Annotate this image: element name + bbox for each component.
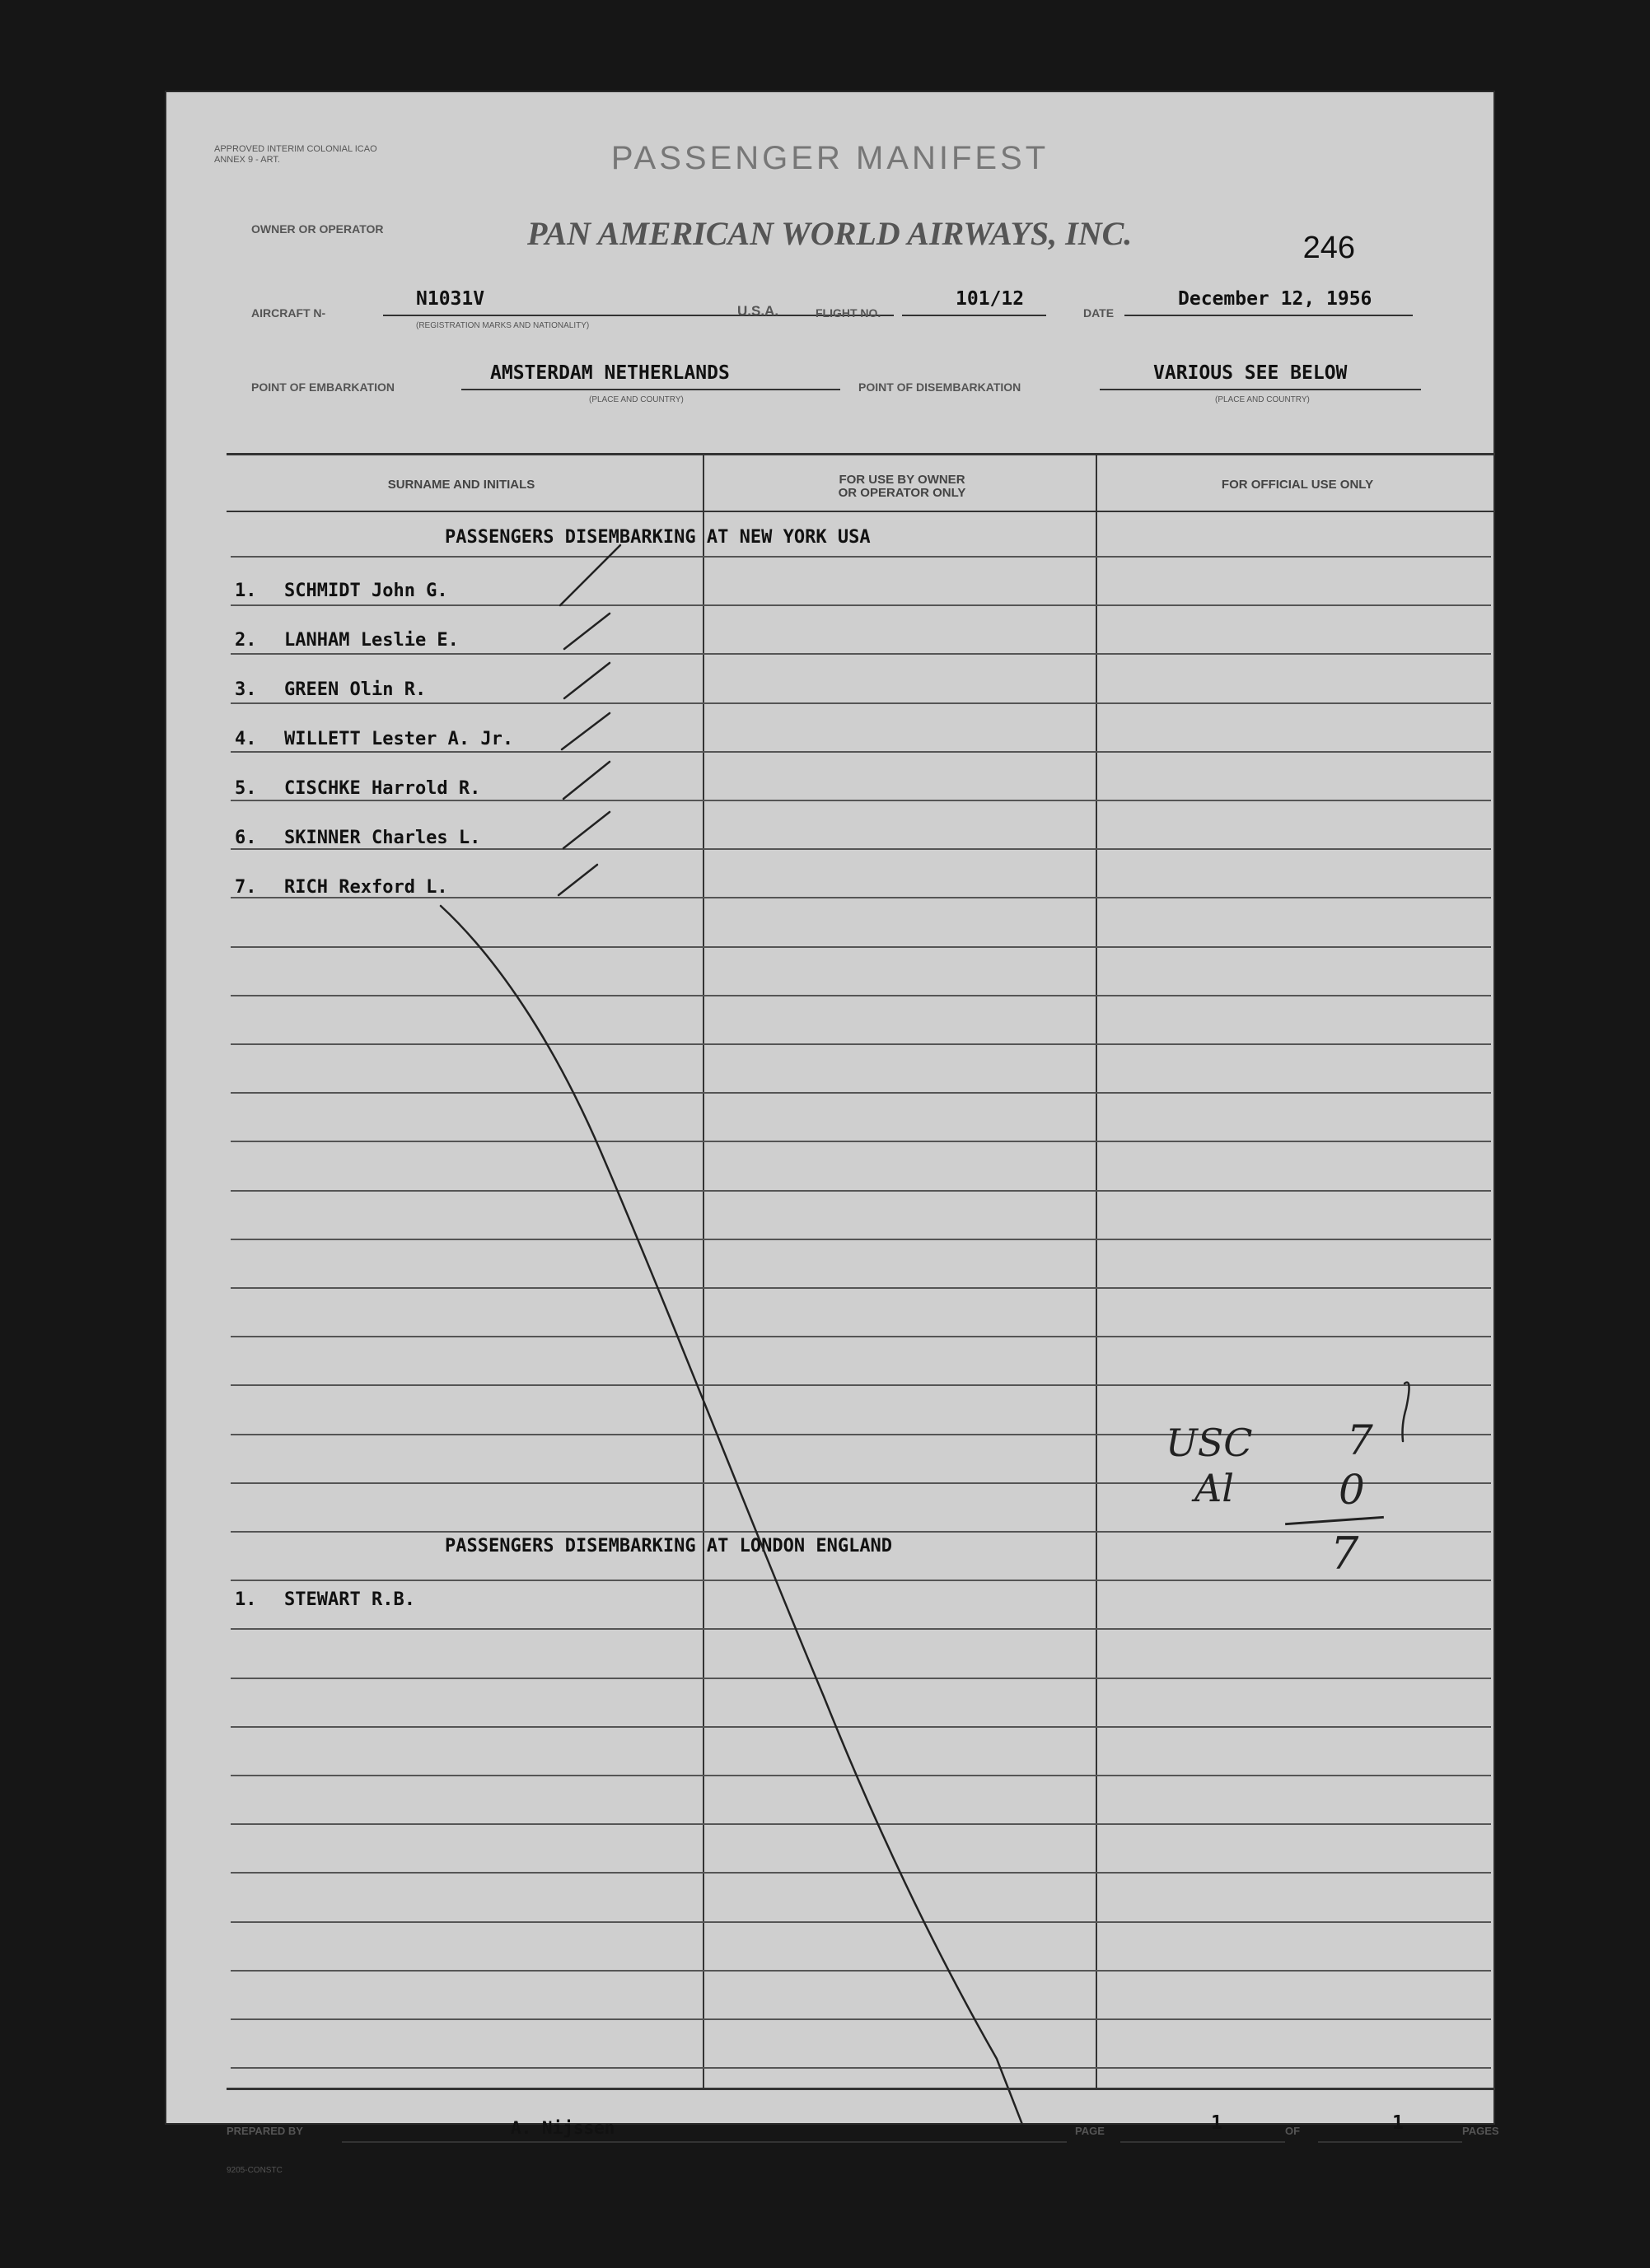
pages-underline (1318, 2141, 1462, 2143)
prepared-by-label: PREPARED BY (227, 2125, 303, 2137)
disembarkation-underline (1100, 389, 1421, 390)
pages-label: PAGES (1462, 2125, 1499, 2137)
passenger-name: WILLETT Lester A. Jr. (284, 729, 514, 749)
aircraft-sublabel: (REGISTRATION MARKS AND NATIONALITY) (416, 321, 590, 330)
ruled-line (231, 1190, 1491, 1192)
passenger-number: 1. (235, 1589, 257, 1610)
ruled-line (231, 1726, 1491, 1728)
page-total: 1 (1392, 2112, 1404, 2134)
margin-stroke (1403, 1383, 1409, 1441)
ruled-line (231, 2067, 1491, 2069)
ruled-line (231, 1775, 1491, 1776)
check-mark (562, 713, 610, 749)
ruled-line (231, 946, 1491, 948)
ruled-line (231, 702, 1491, 704)
column-header-owner-line2: OR OPERATOR ONLY (838, 486, 966, 500)
ruled-line (231, 1823, 1491, 1825)
passenger-row (235, 778, 480, 799)
passenger-name: LANHAM Leslie E. (284, 630, 459, 651)
manifest-date: December 12, 1956 (1178, 288, 1372, 310)
tally-usc-count: 7 (1347, 1416, 1373, 1464)
ruled-line (231, 995, 1491, 996)
passenger-row (235, 729, 513, 749)
owner-label: OWNER OR OPERATOR (251, 222, 384, 236)
date-label: DATE (1083, 306, 1115, 320)
ruled-line (231, 1531, 1491, 1533)
tally-total: 7 (1330, 1528, 1359, 1580)
passenger-row (235, 581, 448, 601)
column-divider-2 (1096, 453, 1097, 2088)
passenger-name: SKINNER Charles L. (284, 828, 481, 848)
passenger-name: GREEN Olin R. (284, 679, 427, 700)
passenger-row (235, 679, 426, 700)
passenger-name: RICH Rexford L. (284, 877, 448, 898)
ruled-line (231, 556, 1491, 558)
section-heading-london: PASSENGERS DISEMBARKING AT LONDON ENGLAND (445, 1536, 893, 1556)
tally-total-rule (1285, 1516, 1384, 1525)
check-mark (563, 812, 610, 848)
ruled-line (231, 1239, 1491, 1240)
passenger-name: SCHMIDT John G. (284, 581, 448, 601)
passenger-number: 4. (235, 729, 257, 749)
column-header-official: FOR OFFICIAL USE ONLY (1221, 478, 1374, 492)
passenger-name: CISCHKE Harrold R. (284, 778, 481, 799)
stamped-page-number: 246 (1302, 231, 1355, 265)
passenger-number: 1. (235, 581, 257, 601)
passenger-number: 6. (235, 828, 257, 848)
column-divider-1 (703, 453, 704, 2088)
prepared-underline (342, 2141, 1067, 2143)
ruled-line (231, 1141, 1491, 1142)
prepared-by: A. Nijssen (511, 2118, 615, 2138)
ruled-line (231, 653, 1491, 655)
operator-name: PAN AMERICAN WORLD AIRWAYS, INC. (527, 215, 1133, 252)
form-title: PASSENGER MANIFEST (610, 140, 1049, 176)
ruled-line (231, 1384, 1491, 1386)
passenger-name: STEWART R.B. (284, 1589, 415, 1610)
column-header-name: SURNAME AND INITIALS (387, 478, 535, 492)
passenger-number: 3. (235, 679, 257, 700)
column-header-owner (708, 474, 1096, 500)
ruled-line (231, 751, 1491, 753)
ruled-line (231, 848, 1491, 850)
embarkation-sublabel: (PLACE AND COUNTRY) (589, 395, 684, 404)
passenger-number: 2. (235, 630, 257, 651)
disembarkation-place: VARIOUS SEE BELOW (1153, 362, 1348, 384)
flight-number: 101/12 (956, 288, 1025, 310)
tally-al: Al (1194, 1466, 1234, 1510)
ruled-line (231, 1970, 1491, 1972)
check-mark (560, 545, 620, 605)
flight-label: FLIGHT NO. (816, 306, 881, 320)
page-label: PAGE (1075, 2125, 1105, 2137)
ruled-line (231, 1628, 1491, 1630)
flight-underline (902, 315, 1046, 316)
ruled-line (231, 800, 1491, 801)
page-underline (1120, 2141, 1285, 2143)
tally-al-count: 0 (1339, 1466, 1365, 1514)
embarkation-underline (461, 389, 840, 390)
ruled-line (231, 1921, 1491, 1923)
ruled-line (231, 1678, 1491, 1679)
passenger-row (235, 630, 459, 651)
section-heading-new-york: PASSENGERS DISEMBARKING AT NEW YORK USA (445, 527, 871, 548)
check-mark (564, 663, 610, 698)
cancel-stroke (441, 906, 1026, 2125)
passenger-row (235, 1589, 415, 1610)
page-current: 1 (1211, 2112, 1222, 2134)
disembarkation-sublabel: (PLACE AND COUNTRY) (1215, 395, 1310, 404)
embarkation-place: AMSTERDAM NETHERLANDS (490, 362, 730, 384)
disembarkation-label: POINT OF DISEMBARKATION (858, 380, 1021, 394)
country-label: U.S.A. (737, 303, 779, 319)
ruled-line (231, 1336, 1491, 1337)
manifest-page (165, 91, 1499, 2175)
passenger-number: 7. (235, 877, 257, 898)
of-label: OF (1285, 2125, 1301, 2137)
check-mark (559, 865, 597, 895)
passenger-row (235, 877, 448, 898)
ruled-line (231, 1580, 1491, 1581)
ruled-line (231, 604, 1491, 606)
check-mark (564, 614, 610, 649)
aircraft-label: AIRCRAFT N- (251, 306, 326, 320)
tally-usc: USC (1166, 1421, 1253, 1465)
ruled-line (231, 1287, 1491, 1289)
passenger-number: 5. (235, 778, 257, 799)
ruled-line (231, 1872, 1491, 1874)
header-rule (227, 511, 1495, 512)
ruled-line (231, 1434, 1491, 1435)
approval-note: APPROVED INTERIM COLONIAL ICAO ANNEX 9 - ART. (214, 144, 377, 165)
form-code: 9205-CONSTC (227, 2166, 283, 2175)
date-underline (1124, 315, 1413, 316)
column-header-owner-line1: FOR USE BY OWNER (839, 473, 965, 487)
passenger-row (235, 828, 480, 848)
table-bottom-rule (227, 2088, 1495, 2090)
ruled-line (231, 1043, 1491, 1045)
ruled-line (231, 1092, 1491, 1094)
embarkation-label: POINT OF EMBARKATION (251, 380, 395, 394)
table-top-rule (227, 453, 1495, 455)
check-mark (563, 762, 610, 799)
ruled-line (231, 2018, 1491, 2020)
ruled-line (231, 1482, 1491, 1484)
aircraft-registration: N1031V (416, 288, 485, 310)
